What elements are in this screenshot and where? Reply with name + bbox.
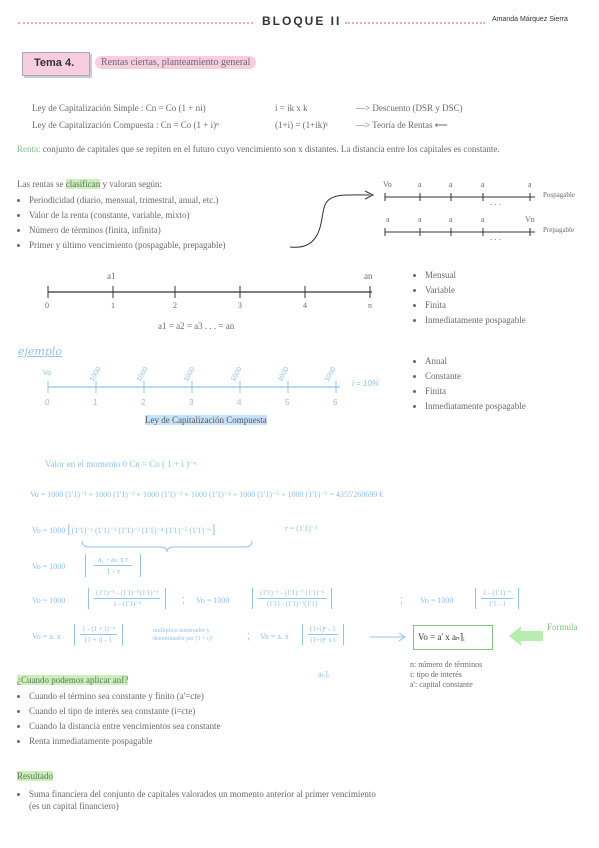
when-item: • Cuando la distancia entre vencimientos sea constante (29, 721, 220, 731)
formula-sub3-prefix: Vo = 1000 (420, 596, 454, 605)
example-tick: 2 (141, 398, 146, 407)
fraction-numerator: 1 - (1 + i)⁻ⁿ (82, 625, 115, 633)
classify-intro-highlight: clasifican (65, 179, 101, 189)
fraction-numerator: (1+i)ⁿ - 1 (310, 625, 336, 633)
example-amount: 1000 (88, 366, 103, 383)
result-item-continued: (es un capital financiero) (29, 801, 119, 811)
separator-semicolon: ; (182, 594, 186, 606)
formula-geometric-prefix: Vo = 1000 (32, 562, 66, 571)
timeline-top-tag: Pospagable (543, 191, 575, 199)
fraction-denominator: (1 + i) - 1 (84, 636, 112, 644)
timeline-bottom-label: a (386, 215, 390, 224)
example-tick: 3 (189, 398, 194, 407)
timeline-bottom-dots: . . . (490, 233, 502, 242)
example-amount: 1000 (276, 366, 291, 383)
formula-expanded-sum: Vo = 1000 (1'1)⁻¹ + 1000 (1'1)⁻² + 1000 (1'1)⁻³ + 1000 (1'1)⁻⁴ + 1000 (1'1)⁻⁵ + 1000 (1'1)⁻⁶ = 4355'260699 € (30, 490, 384, 499)
main-line-tick: 4 (303, 301, 307, 310)
fraction-denominator: 1 - r (106, 567, 120, 576)
law-simple: Ley de Capitalización Simple : Cn = Co (1 + ni) (32, 103, 206, 113)
example-tick: 1 (93, 398, 98, 407)
when-title: ¿Cuando podemos aplicar anI? (17, 675, 129, 685)
example-amount: 1000 (323, 366, 338, 383)
formula-legend (410, 660, 482, 690)
topic-label: Tema 4. (34, 57, 75, 69)
curved-arrow-icon (285, 185, 380, 255)
timeline-top-line (380, 190, 540, 204)
main-timeline (40, 283, 380, 301)
classify-item: • Valor de la renta (constante, variable, mixto) (29, 210, 225, 220)
example-tick: 4 (237, 398, 242, 407)
formula-ratio: r = (1'1)⁻¹ (285, 524, 318, 533)
example-amount: 1000 (182, 366, 197, 383)
separator-semicolon: ; (400, 594, 404, 606)
timeline-bottom-line (380, 225, 540, 239)
prop-item: • Variable (425, 285, 526, 295)
example-tick: 5 (285, 398, 290, 407)
classify-list (17, 195, 225, 255)
separator-semicolon: ; (247, 630, 251, 642)
law-compound-rate: (1+i) = (1+ik)ᵏ (275, 120, 329, 130)
formula-value-moment-zero: Valor en el momento 0 Cn = Co ( 1 + i )⁻ⁿ (45, 459, 197, 469)
formula-factored-terms: (1'1)⁻¹ (1'1)⁻² (1'1)⁻³ (1'1)⁻⁴ (1'1)⁻⁵ (1'1)⁻⁶ (71, 526, 212, 535)
when-item: • Renta inmediatamente pospagable (29, 736, 220, 746)
legend-item: n: número de términos (410, 660, 483, 669)
prop-item: • Anual (425, 356, 526, 366)
timeline-top-label: a (449, 180, 453, 189)
prop-item: • Inmediatamente pospagable (425, 401, 526, 411)
formula-geometric-fraction (85, 554, 141, 577)
example-props (413, 356, 526, 416)
main-line-props (413, 270, 526, 330)
formula-general-fraction (74, 624, 123, 645)
fraction-numerator: (1'1)⁻¹ - (1'1)⁻⁶(1'1)⁻¹ (96, 589, 159, 597)
renta-term: Renta: (17, 144, 41, 154)
formula-general2-prefix: Vo = a. x (260, 632, 289, 641)
fraction-denominator: 1'1 - 1 (488, 600, 506, 608)
prop-item: • Finita (425, 300, 526, 310)
result-list (17, 789, 376, 811)
timeline-top-label: a (418, 180, 422, 189)
prop-item: • Constante (425, 371, 526, 381)
formula-sub1-prefix: Vo = 1000 (32, 596, 66, 605)
timeline-bottom-tag: Prepagable (543, 226, 575, 234)
timeline-bottom-label: a (418, 215, 422, 224)
timeline-top-label: a (528, 180, 532, 189)
legend-item: a': capital constante (410, 680, 473, 689)
renta-text: conjunto de capitales que se repiten en el futuro cuyo vencimiento son x distantes. La distancia entre los capitales es constante. (40, 144, 500, 154)
fraction-denominator: (1+i)ⁿ x i (310, 636, 336, 644)
formula-tag: Formula (547, 622, 578, 632)
example-timeline (40, 378, 350, 396)
fraction-denominator: (1'1) - (1'1)⁻¹(1'1) (266, 600, 318, 608)
law-compound-arrow: —> Teoría de Rentas ⟵ (356, 120, 448, 130)
formula-pointer-arrow-icon (507, 624, 545, 648)
timeline-bottom-label: a (449, 215, 453, 224)
main-line-tick: 1 (111, 301, 115, 310)
example-rate: i = 10% (352, 379, 379, 388)
timeline-top-label: Vo (383, 180, 392, 189)
formula-general-note: multiplico numerador y denominador por (1 + i)ⁿ (153, 628, 213, 642)
law-simple-rate: i = ik x k (275, 103, 308, 113)
timeline-bottom-label: a (481, 215, 485, 224)
fraction-numerator: (1'1)⁻¹ - (1'1)⁻⁷ (1'1)⁻¹ (260, 589, 325, 597)
fraction-numerator: a₁ - aₙ x r (94, 554, 132, 566)
main-line-tick: n (368, 301, 372, 310)
when-item: • Cuando el tipo de interés sea constante (i=cte) (29, 706, 220, 716)
main-line-tick: 2 (173, 301, 177, 310)
formula-an-label: aₙ⌉ᵢ (318, 670, 330, 679)
topic-subtitle: Rentas ciertas, planteamiento general (95, 56, 256, 69)
main-line-equality: a1 = a2 = a3 . . . = an (158, 321, 235, 331)
formula-result-box: Vo = a' x aₙ⌉ᵢ (413, 625, 493, 650)
law-compound: Ley de Capitalización Compuesta : Cn = Co (1 + i)ⁿ (32, 120, 219, 130)
prop-item: • Mensual (425, 270, 526, 280)
example-amount: 1000 (135, 366, 150, 383)
formula-factored: Vo = 1000 [(1'1)⁻¹ (1'1)⁻² (1'1)⁻³ (1'1)⁻⁴ (1'1)⁻⁵ (1'1)⁻⁶] (32, 521, 216, 536)
formula-sub1-fraction (88, 588, 166, 609)
classify-intro-a: Las rentas se (17, 179, 66, 189)
header-dotted-line-right (345, 22, 485, 24)
main-line-a1: a1 (107, 271, 116, 281)
timeline-bottom-label: Vn (525, 215, 535, 224)
prop-item: • Finita (425, 386, 526, 396)
fraction-numerator: 1 - (1'1)⁻⁶ (483, 589, 512, 597)
classify-item: • Número de términos (finita, infinita) (29, 225, 225, 235)
timeline-top-label: a (481, 180, 485, 189)
example-tick: 0 (45, 398, 50, 407)
header-author: Amanda Márquez Sierra (492, 16, 568, 23)
when-list (17, 691, 220, 751)
renta-definition (17, 143, 587, 155)
example-vo-label: Vo (43, 370, 52, 377)
classify-item: • Periodicidad (diario, mensual, trimestral, anual, etc.) (29, 195, 225, 205)
formula-factored-prefix: Vo = 1000 (32, 526, 66, 535)
example-caption: Ley de Capitalización Compuesta (145, 415, 267, 425)
example-tick: 6 (333, 398, 338, 407)
result-item: • Suma financiera del conjunto de capitales valorados un momento anterior al primer vencimiento (29, 789, 376, 799)
classify-item: • Primer y último vencimiento (pospagable, prepagable) (29, 240, 225, 250)
formula-sub2-prefix: Vo = 1000 (196, 596, 230, 605)
main-line-an: an (364, 271, 373, 281)
main-line-tick: 3 (238, 301, 242, 310)
example-amount: 1000 (229, 366, 244, 383)
example-title: ejemplo (18, 345, 63, 358)
main-line-tick: 0 (45, 301, 49, 310)
brace-icon (80, 539, 255, 553)
law-simple-arrow: —> Descuento (DSR y DSC) (356, 103, 463, 113)
formula-general2-fraction (302, 624, 344, 645)
result-title: Resultado (17, 771, 53, 781)
classify-intro-b: y valoran según: (100, 179, 162, 189)
prop-item: • Inmediatamente pospagable (425, 315, 526, 325)
formula-general-prefix: Vo = a. x (32, 632, 61, 641)
header-title: BLOQUE II (262, 14, 342, 28)
formula-sub3-fraction (475, 588, 519, 609)
arrow-right-icon (368, 632, 408, 642)
when-item: • Cuando el término sea constante y finito (a'=cte) (29, 691, 220, 701)
legend-item: i: tipo de interés (410, 670, 462, 679)
classify-intro (17, 179, 162, 189)
formula-sub2-fraction (252, 588, 332, 609)
timeline-top-dots: . . . (490, 198, 502, 207)
fraction-denominator: 1 - (1'1)⁻¹ (113, 600, 142, 608)
header-dotted-line-left (18, 22, 253, 24)
